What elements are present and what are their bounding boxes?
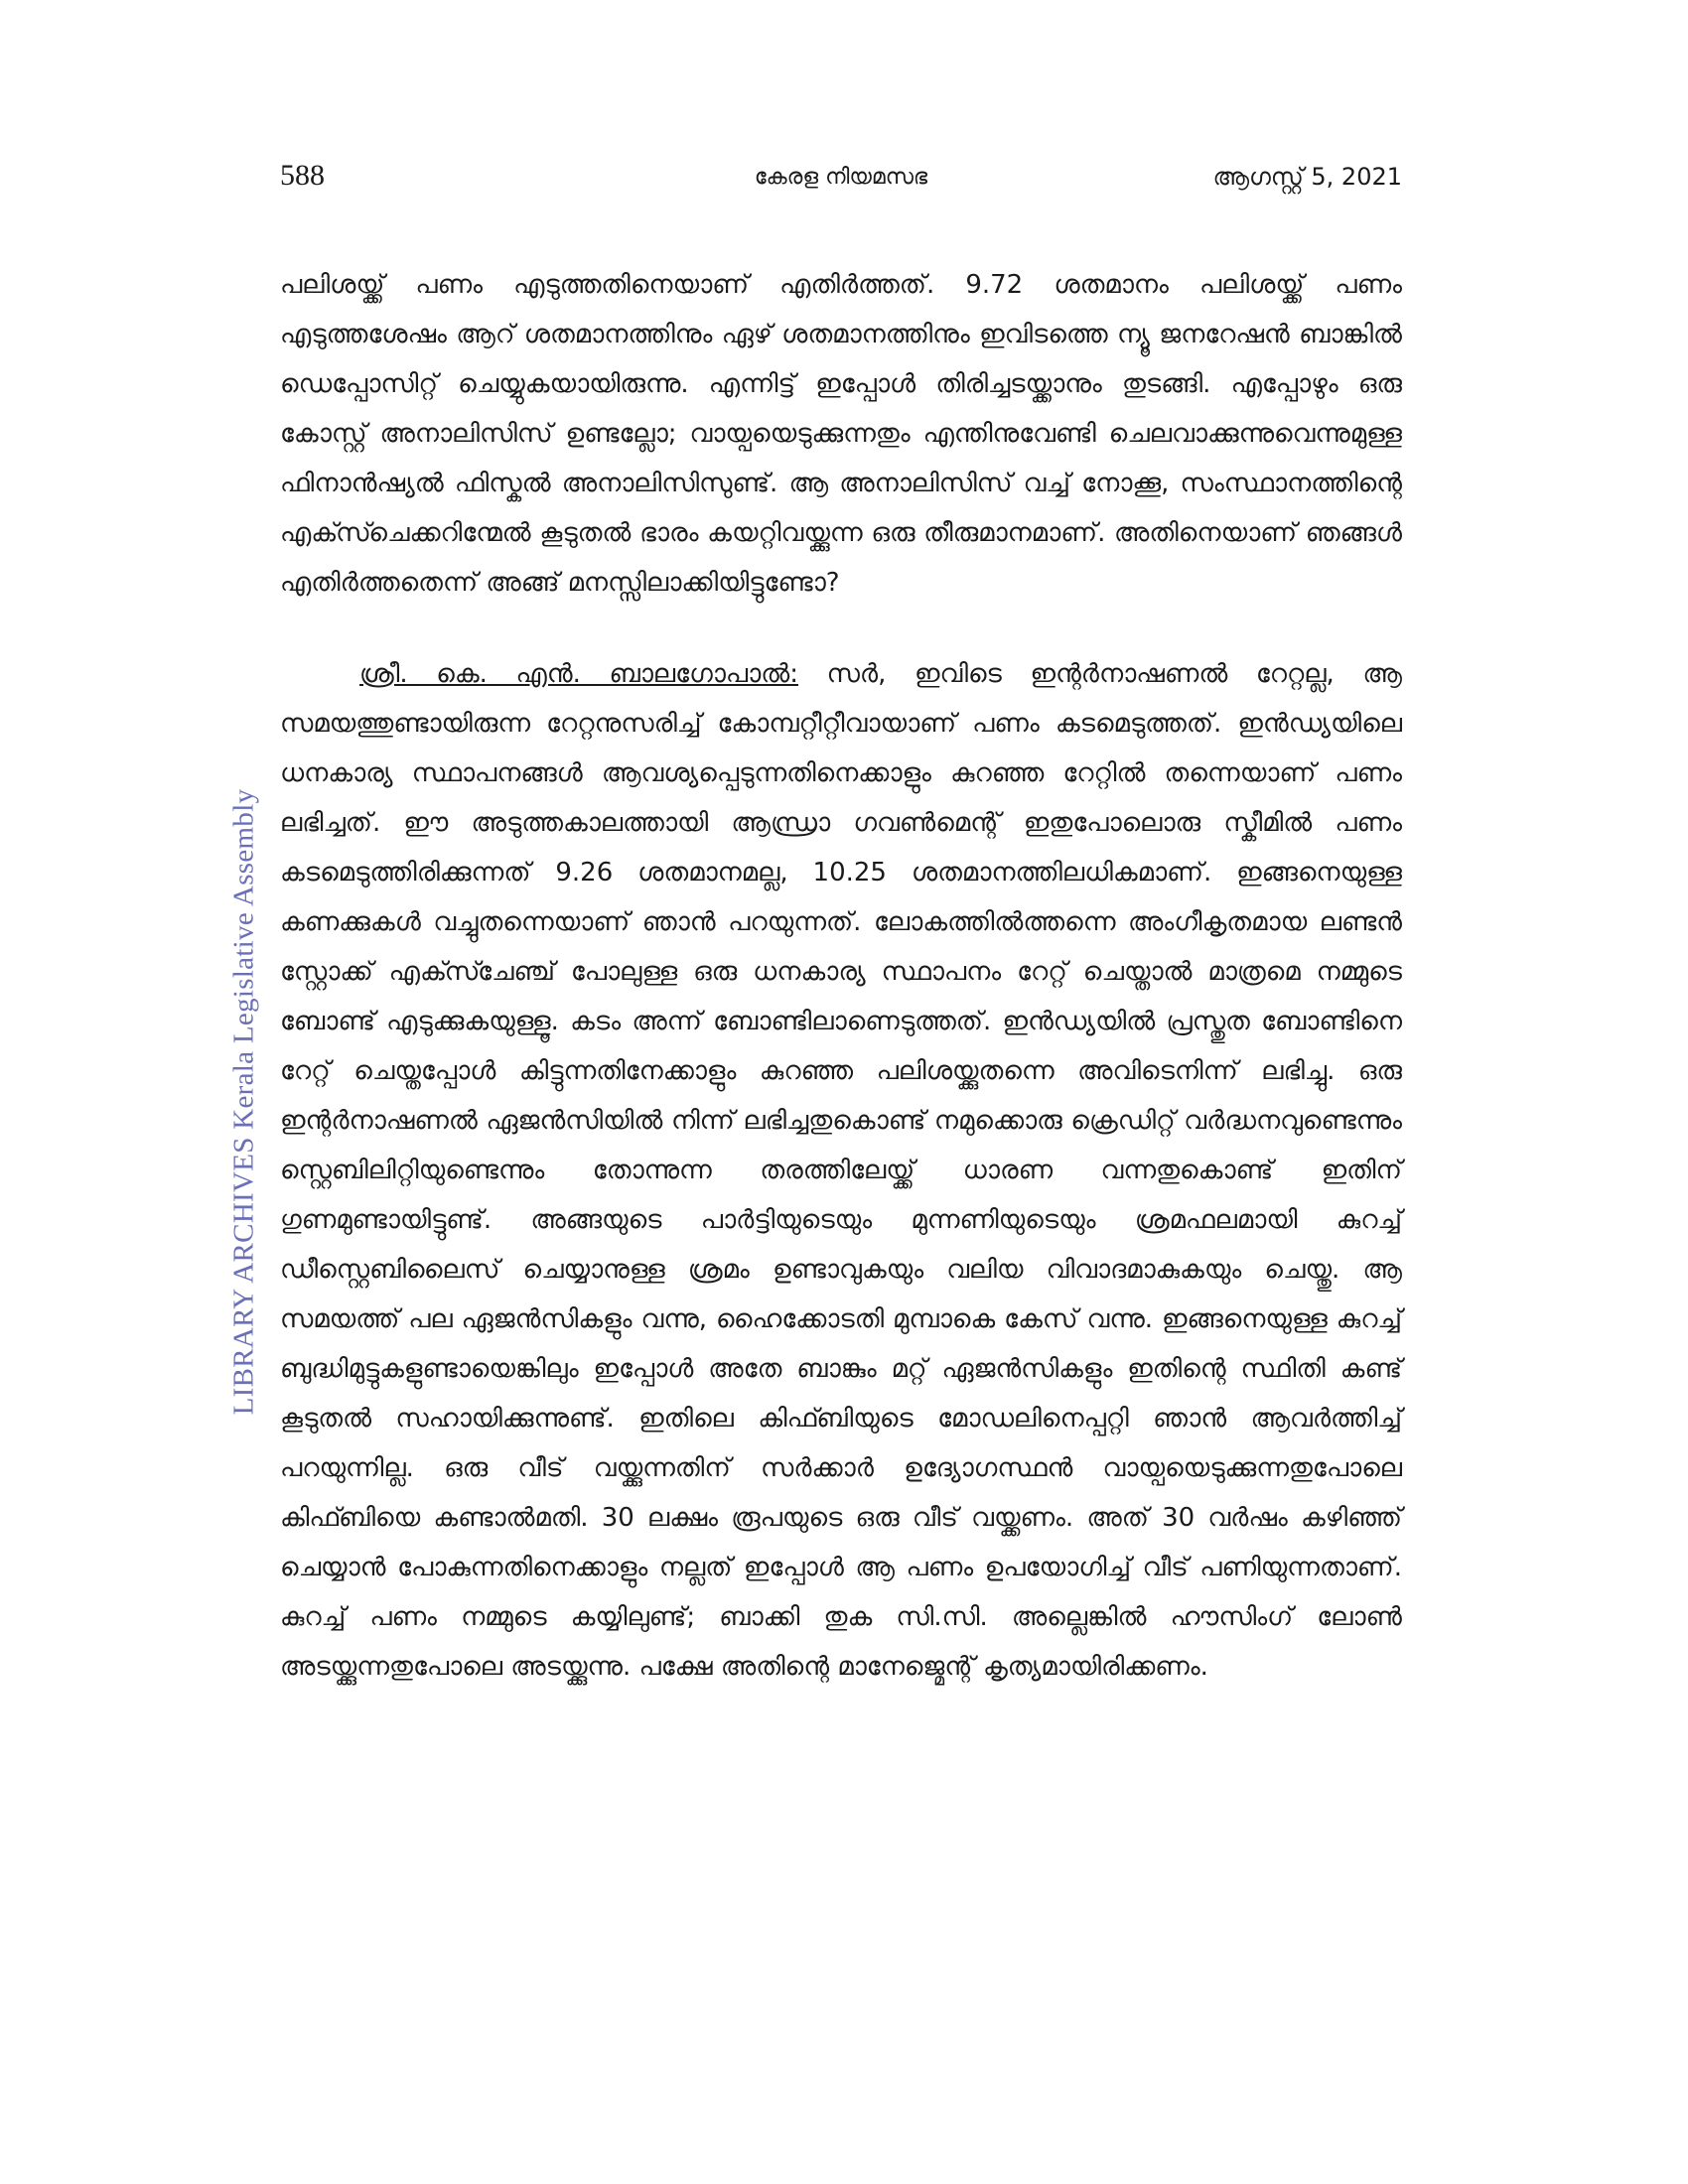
page-header — [280, 159, 1402, 208]
paragraph-2-text: സർ, ഇവിടെ ഇന്റർനാഷണൽ റേറ്റല്ല, ആ സമയത്തുണ്ടായിരുന്ന റേറ്റനുസരിച്ച് കോമ്പറ്റീറ്റീവായാണ് പണം കടമെടുത്തത്. ഇൻഡ്യയിലെ ധനകാര്യ സ്ഥാപനങ്ങൾ ആവശ്യപ്പെടുന്നതിനെക്കാളും കുറഞ്ഞ റേറ്റിൽ തന്നെയാണ് പണം ലഭിച്ചത്. ഈ അടുത്തകാലത്തായി ആന്ധ്രാ ഗവൺമെന്റ് ഇതുപോലൊരു സ്കീമിൽ പണം കടമെടുത്തിരിക്കുന്നത് 9.26 ശതമാനമല്ല, 10.25 ശതമാനത്തിലധികമാണ്. ഇങ്ങനെയുള്ള കണക്കുകൾ വച്ചുതന്നെയാണ് ഞാൻ പറയുന്നത്. ലോകത്തിൽത്തന്നെ അംഗീകൃതമായ ലണ്ടൻ സ്റ്റോക്ക് എക്സ്ചേഞ്ച് പോലുള്ള ഒരു ധനകാര്യ സ്ഥാപനം റേറ്റ് ചെയ്താൽ മാത്രമെ നമ്മുടെ ബോണ്ട് എടുക്കുകയുള്ളൂ. കടം അന്ന് ബോണ്ടിലാണെടുത്തത്. ഇൻഡ്യയിൽ പ്രസ്തുത ബോണ്ടിനെ റേറ്റ് ചെയ്തപ്പോൾ കിട്ടുന്നതിനേക്കാളും കുറഞ്ഞ പലിശയ്ക്കുതന്നെ അവിടെനിന്ന് ലഭിച്ചു. ഒരു ഇന്റർനാഷണൽ ഏജൻസിയിൽ നിന്ന് ലഭിച്ചതുകൊണ്ട് നമുക്കൊരു ക്രെഡിറ്റ് വർദ്ധനവുണ്ടെന്നും സ്റ്റെബിലിറ്റിയുണ്ടെന്നും തോന്നുന്ന തരത്തിലേയ്ക്ക് ധാരണ വന്നതുകൊണ്ട് ഇതിന് ഗുണമുണ്ടായിട്ടുണ്ട്. അങ്ങയുടെ പാർട്ടിയുടെയും മുന്നണിയുടെയും ശ്രമഫലമായി കുറച്ച് ഡീസ്റ്റെബിലൈസ് ചെയ്യാനുള്ള ശ്രമം ഉണ്ടാവുകയും വലിയ വിവാദമാകുകയും ചെയ്തു. ആ സമയത്ത് പല ഏജൻസികളും വന്നു, ഹൈക്കോടതി മുമ്പാകെ കേസ് വന്നു. ഇങ്ങനെയുള്ള കുറച്ച് ബുദ്ധിമുട്ടുകളുണ്ടായെങ്കിലും ഇപ്പോൾ അതേ ബാങ്കും മറ്റ് ഏജൻസികളും ഇതിന്റെ സ്ഥിതി കണ്ട് കൂടുതൽ സഹായിക്കുന്നുണ്ട്. ഇതിലെ കിഫ്ബിയുടെ മോഡലിനെപ്പറ്റി ഞാൻ ആവർത്തിച്ച് പറയുന്നില്ല. ഒരു വീട് വയ്ക്കുന്നതിന് സർക്കാർ ഉദ്യോഗസ്ഥൻ വായ്പയെടുക്കുന്നതുപോലെ കിഫ്ബിയെ കണ്ടാൽമതി. 30 ലക്ഷം രൂപയുടെ ഒരു വീട് വയ്ക്കണം. അത് 30 വർഷം കഴിഞ്ഞ് ചെയ്യാൻ പോകുന്നതിനെക്കാളും നല്ലത് ഇപ്പോൾ ആ പണം ഉപയോഗിച്ച് വീട് പണിയുന്നതാണ്. കുറച്ച് പണം നമ്മുടെ കയ്യിലുണ്ട്; ബാക്കി തുക സി.സി. അല്ലെങ്കിൽ ഹൗസിംഗ് ലോൺ അടയ്ക്കുന്നതുപോലെ അടയ്ക്കുന്നു. പക്ഷേ അതിന്റെ മാനേജ്മെന്റ് കൃത്യമായിരിക്കണം. — [280, 659, 1402, 1682]
header-date: ആഗസ്റ്റ് 5, 2021 — [1212, 163, 1402, 191]
body-text — [280, 260, 1402, 1692]
header-title: കേരള നിയമസഭ — [754, 165, 928, 190]
page-number: 588 — [280, 159, 325, 192]
paragraph-1: പലിശയ്ക്ക് പണം എടുത്തതിനെയാണ് എതിർത്തത്. 9.72 ശതമാനം പലിശയ്ക്ക് പണം എടുത്തശേഷം ആറ് ശതമാനത്തിനും ഏഴ് ശതമാനത്തിനും ഇവിടത്തെ ന്യൂ ജനറേഷൻ ബാങ്കിൽ ഡെപ്പോസിറ്റ് ചെയ്യുകയായിരുന്നു. എന്നിട്ട് ഇപ്പോൾ തിരിച്ചടയ്ക്കാനും തുടങ്ങി. എപ്പോഴും ഒരു കോസ്റ്റ് അനാലിസിസ് ഉണ്ടല്ലോ; വായ്പയെടുക്കുന്നതും എന്തിനുവേണ്ടി ചെലവാക്കുന്നുവെന്നുമുള്ള ഫിനാൻഷ്യൽ ഫിസ്കൽ അനാലിസിസുണ്ട്. ആ അനാലിസിസ് വച്ച് നോക്കൂ, സംസ്ഥാനത്തിന്റെ എക്സ്ചെക്കറിന്മേൽ കൂടുതൽ ഭാരം കയറ്റിവയ്ക്കുന്ന ഒരു തീരുമാനമാണ്. അതിനെയാണ് ഞങ്ങൾ എതിർത്തതെന്ന് അങ്ങ് മനസ്സിലാക്കിയിട്ടുണ്ടോ? — [280, 270, 1402, 598]
library-watermark: LIBRARY ARCHIVES Kerala Legislative Assembly — [227, 788, 260, 1416]
speaker-name: ശ്രീ. കെ. എൻ. ബാലഗോപാൽ: — [359, 659, 798, 689]
paragraph-2 — [280, 649, 1402, 1692]
